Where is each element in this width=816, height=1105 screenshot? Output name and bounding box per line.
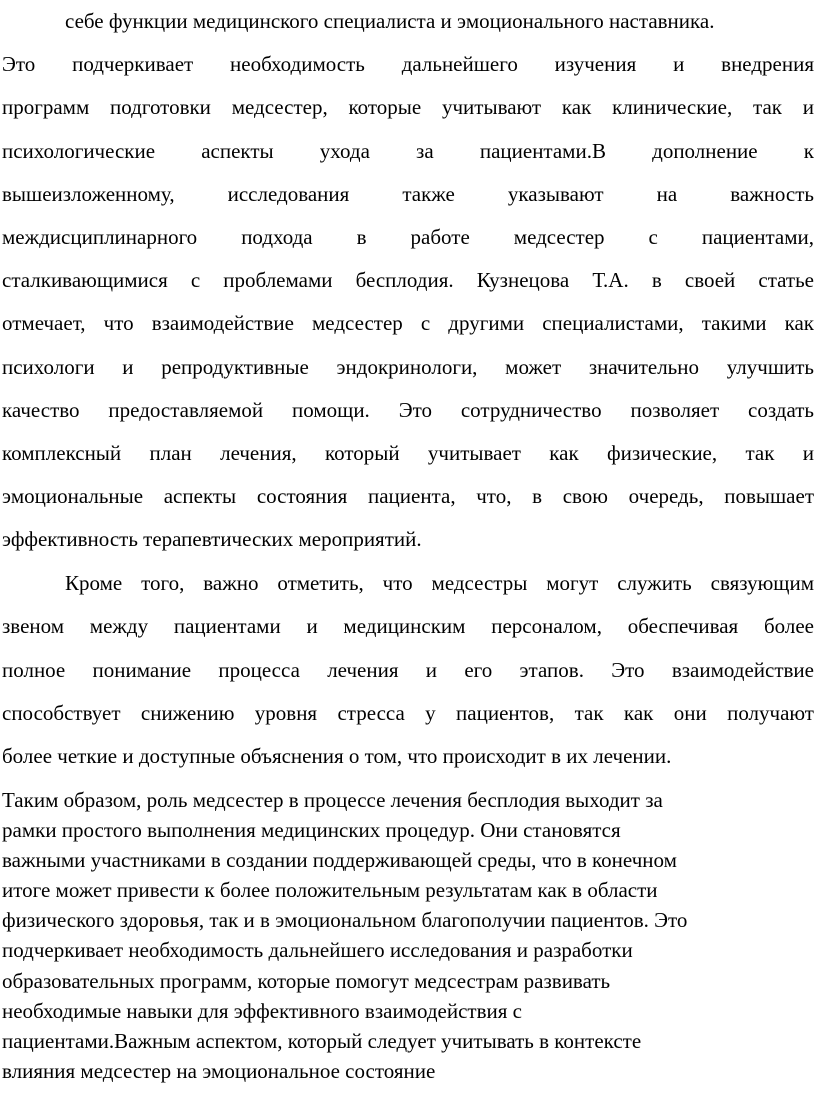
paragraph-line: отмечает, что взаимодействие медсестер с другими специалистами, такими как	[2, 311, 814, 336]
paragraph-line: образовательных программ, которые помогут медсестрам развивать	[2, 968, 611, 993]
paragraph-line: итоге может привести к более положительным результатам как в области	[2, 878, 658, 903]
paragraph-line: способствует снижению уровня стресса у пациентов, так как они получают	[2, 700, 814, 725]
paragraph-line: эффективность терапевтических мероприятий.	[2, 527, 422, 552]
paragraph-2	[2, 562, 814, 778]
paragraph-line: комплексный план лечения, который учитывает как физические, так и	[2, 440, 814, 465]
paragraph-line: себе функции медицинского специалиста и эмоционального наставника.	[65, 9, 715, 33]
paragraph-line: рамки простого выполнения медицинских процедур. Они становятся	[2, 818, 621, 843]
paragraph-line: программ подготовки медсестер, которые учитывают как клинические, так и	[2, 95, 814, 120]
paragraph-line: психологи и репродуктивные эндокринологи, может значительно улучшить	[2, 354, 814, 379]
paragraph-line: полное понимание процесса лечения и его этапов. Это взаимодействие	[2, 657, 814, 682]
paragraph-line: сталкивающимися с проблемами бесплодия. Кузнецова Т.А. в своей статье	[2, 268, 814, 293]
paragraph-line: Это подчеркивает необходимость дальнейшего изучения и внедрения	[2, 52, 814, 77]
paragraph-line: вышеизложенному, исследования также указывают на важность	[2, 181, 814, 206]
paragraph-line: пациентами.Важным аспектом, который следует учитывать в контексте	[2, 1028, 642, 1053]
paragraph-line: эмоциональные аспекты состояния пациента, что, в свою очередь, повышает	[2, 484, 814, 509]
paragraph-3	[2, 785, 814, 1086]
paragraph-line: подчеркивает необходимость дальнейшего исследования и разработки	[2, 938, 633, 963]
paragraph-line: психологические аспекты ухода за пациентами.В дополнение к	[2, 138, 814, 163]
paragraph-line: звеном между пациентами и медицинским персоналом, обеспечивая более	[2, 614, 814, 639]
paragraph-line: междисциплинарного подхода в работе медсестер с пациентами,	[2, 224, 814, 249]
paragraph-line: важными участниками в создании поддерживающей среды, что в конечном	[2, 848, 677, 873]
paragraph-line: качество предоставляемой помощи. Это сотрудничество позволяет создать	[2, 397, 814, 422]
paragraph-line: влияния медсестер на эмоциональное состояние	[2, 1058, 436, 1083]
paragraph-line: физического здоровья, так и в эмоциональном благополучии пациентов. Это	[2, 908, 688, 933]
paragraph-line: Кроме того, важно отметить, что медсестры могут служить связующим	[65, 571, 814, 595]
paragraph-line: Таким образом, роль медсестер в процессе лечения бесплодия выходит за	[2, 788, 663, 812]
paragraph-line: необходимые навыки для эффективного взаимодействия с	[2, 998, 522, 1023]
paragraph-line: более четкие и доступные объяснения о том, что происходит в их лечении.	[2, 744, 672, 769]
paragraph-1	[2, 0, 814, 561]
